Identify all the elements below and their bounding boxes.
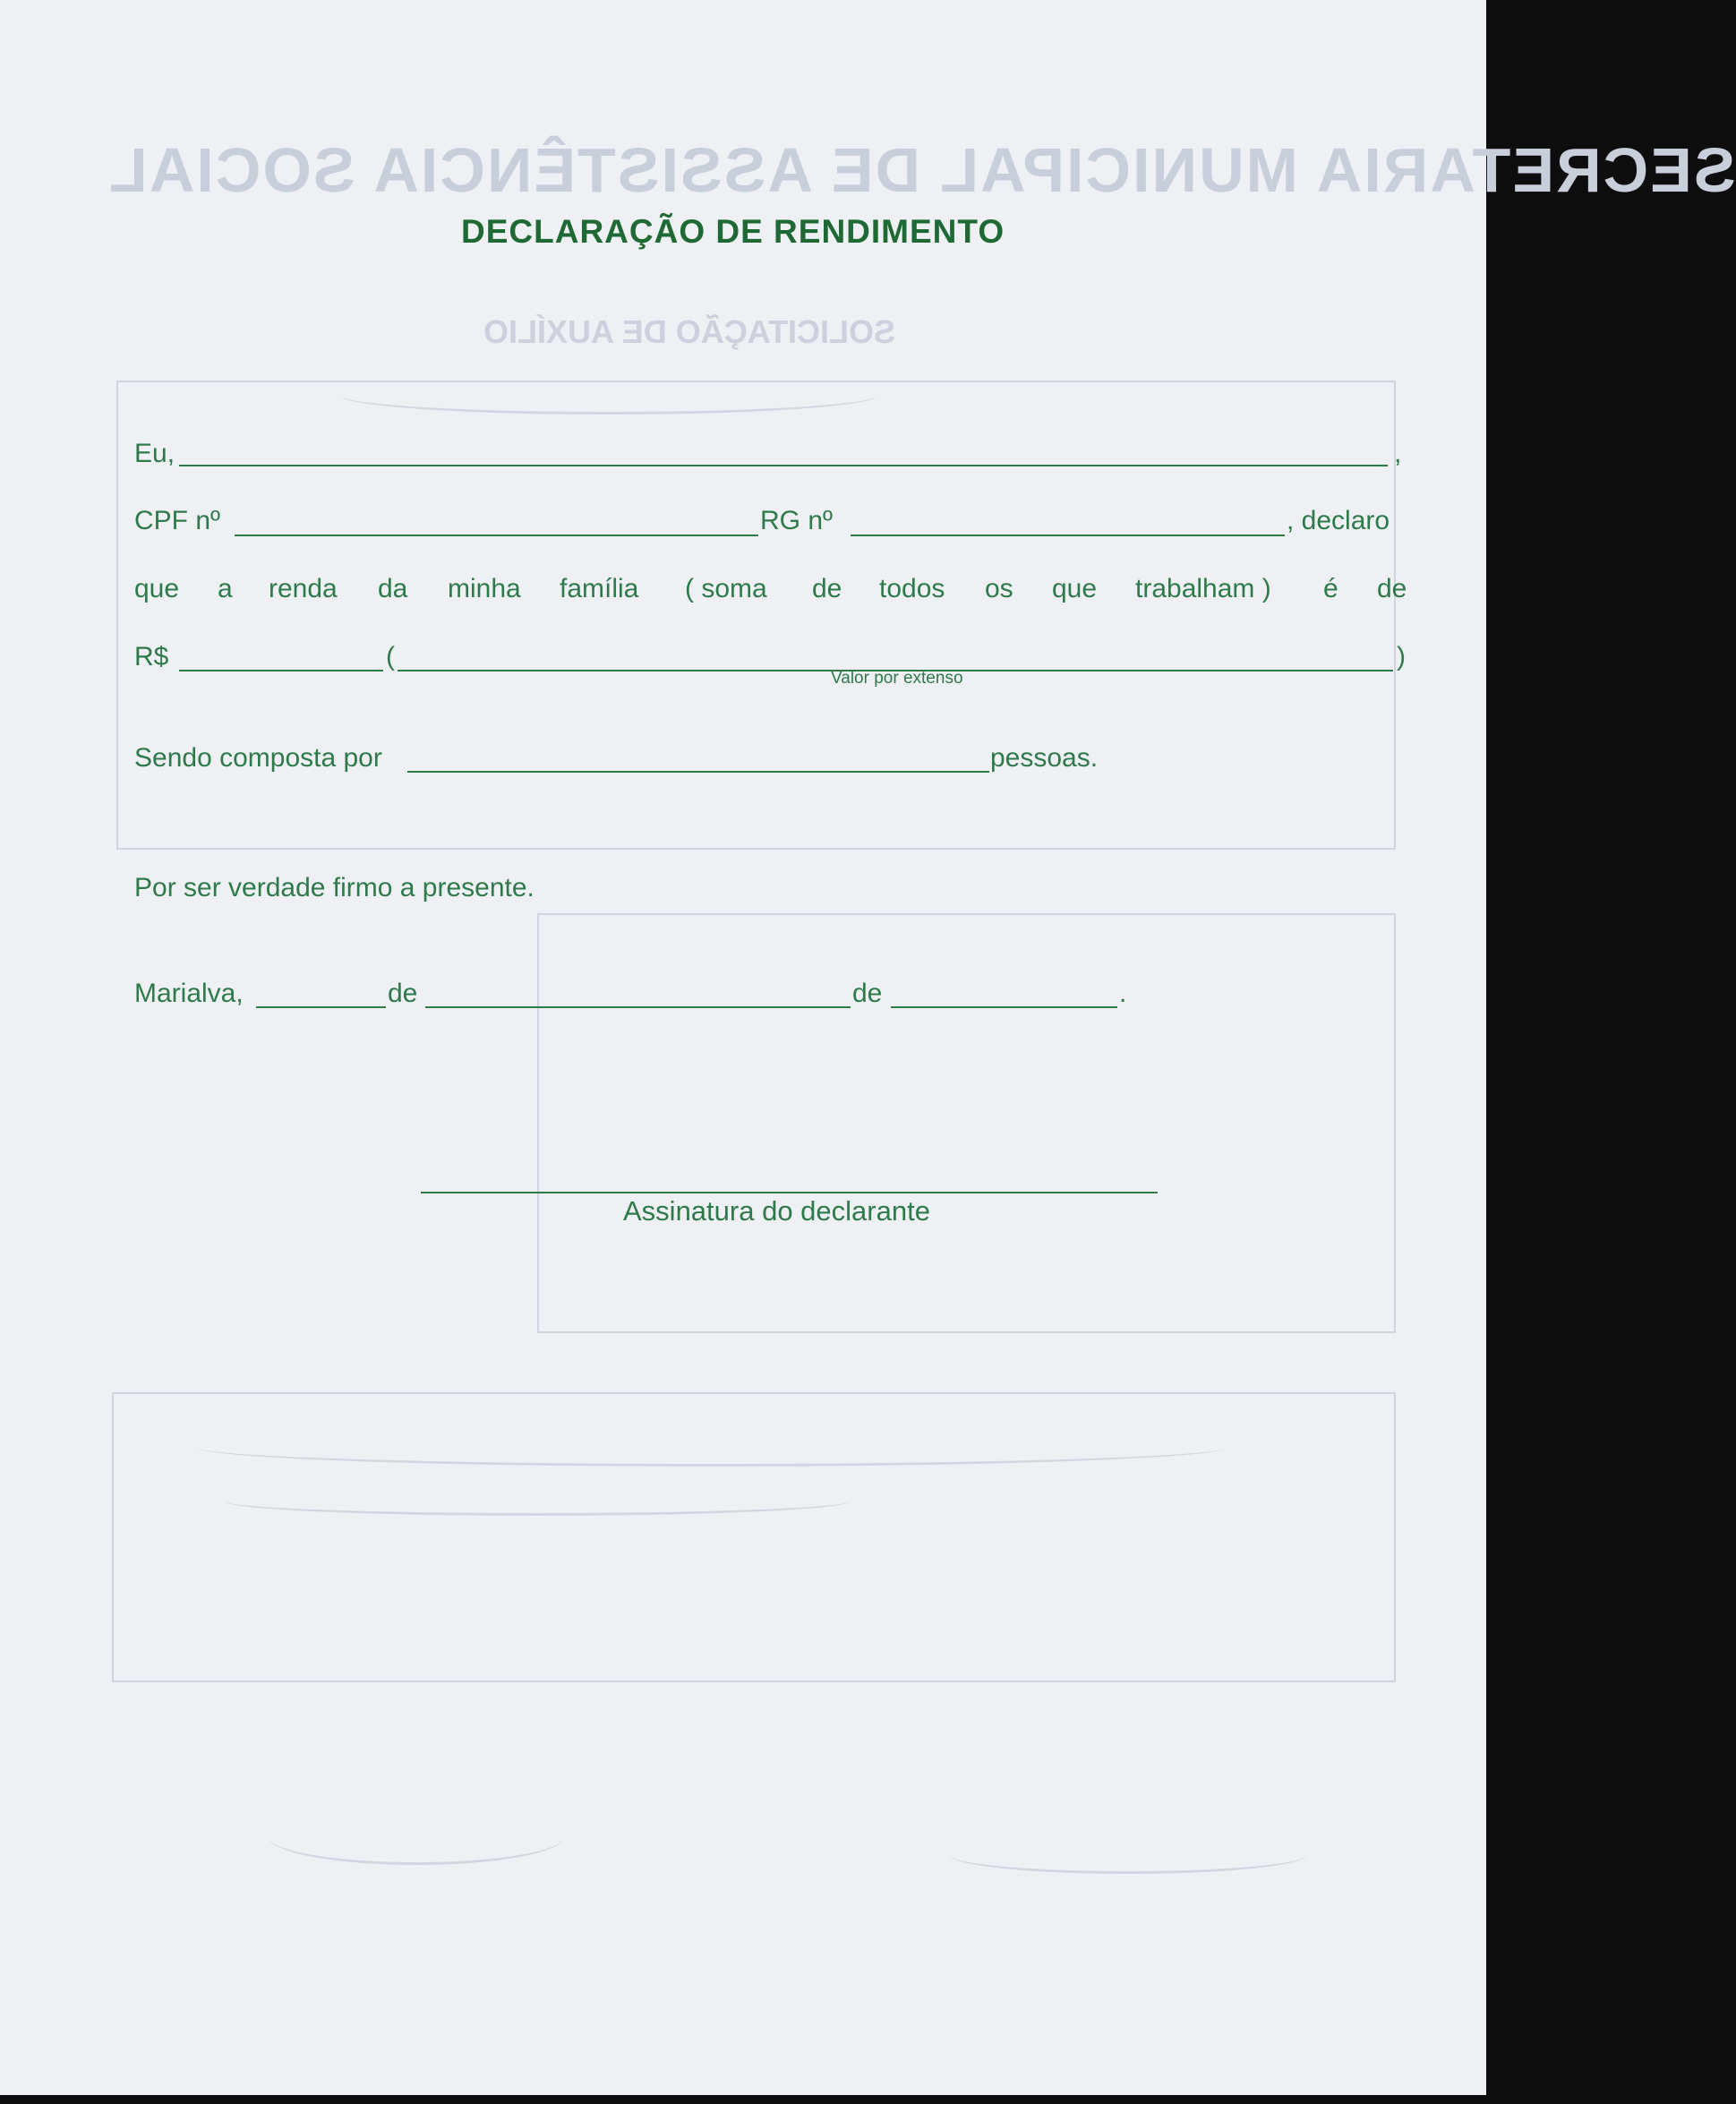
name-suffix: , [1394,439,1402,468]
people-count-field[interactable] [407,771,989,773]
bleed-through-handwriting [197,1428,1227,1467]
truth-statement: Por ser verdade firmo a presente. [134,873,534,902]
composed-suffix: pessoas. [990,743,1099,773]
income-word: minha [448,574,521,603]
bleed-through-handwriting [949,1835,1307,1874]
declaro-text: , declaro [1287,506,1390,535]
date-de-1: de [388,979,418,1008]
income-word: renda [269,574,338,603]
signature-label: Assinatura do declarante [623,1195,930,1227]
income-word: a [218,574,233,603]
bleed-through-box [537,913,1396,1333]
bleed-through-box [116,381,1396,850]
month-field[interactable] [425,1006,851,1008]
income-word: que [134,574,180,603]
signature-line[interactable] [421,1192,1158,1193]
income-word: da [378,574,408,603]
currency-label: R$ [134,642,169,671]
amount-caption: Valor por extenso [831,669,963,688]
name-prefix: Eu, [134,439,175,468]
bleed-through-header: SECRETARIA MUNICIPAL DE ASSISTÊNCIA SOCIAL [107,135,1736,205]
income-word: que [1052,574,1098,603]
bleed-through-box [112,1392,1396,1682]
income-word: todos [879,574,945,603]
income-word: trabalham ) [1135,574,1271,603]
income-word: família [560,574,639,603]
amount-number-field[interactable] [179,670,383,671]
date-end: . [1119,979,1127,1008]
bleed-through-handwriting [269,1809,564,1865]
bleed-through-subtitle: SOLICITAÇÃO DE AUXÍLIO [483,313,896,350]
rg-label: RG nº [760,506,833,535]
form-title: DECLARAÇÃO DE RENDIMENTO [461,213,1005,250]
bleed-through-handwriting [224,1486,851,1516]
date-de-2: de [852,979,883,1008]
income-word: ( soma [685,574,767,603]
paren-close: ) [1397,642,1406,671]
income-word: é [1323,574,1338,603]
day-field[interactable] [256,1006,386,1008]
cpf-label: CPF nº [134,506,220,535]
bleed-through-handwriting [340,376,877,415]
cpf-field[interactable] [235,535,758,536]
city-label: Marialva, [134,979,244,1008]
year-field[interactable] [891,1006,1117,1008]
paren-open: ( [386,642,395,671]
income-word: os [985,574,1013,603]
income-word: de [1377,574,1407,603]
composed-prefix: Sendo composta por [134,743,382,773]
income-word: de [812,574,842,603]
rg-field[interactable] [851,535,1285,536]
name-field[interactable] [179,465,1388,466]
